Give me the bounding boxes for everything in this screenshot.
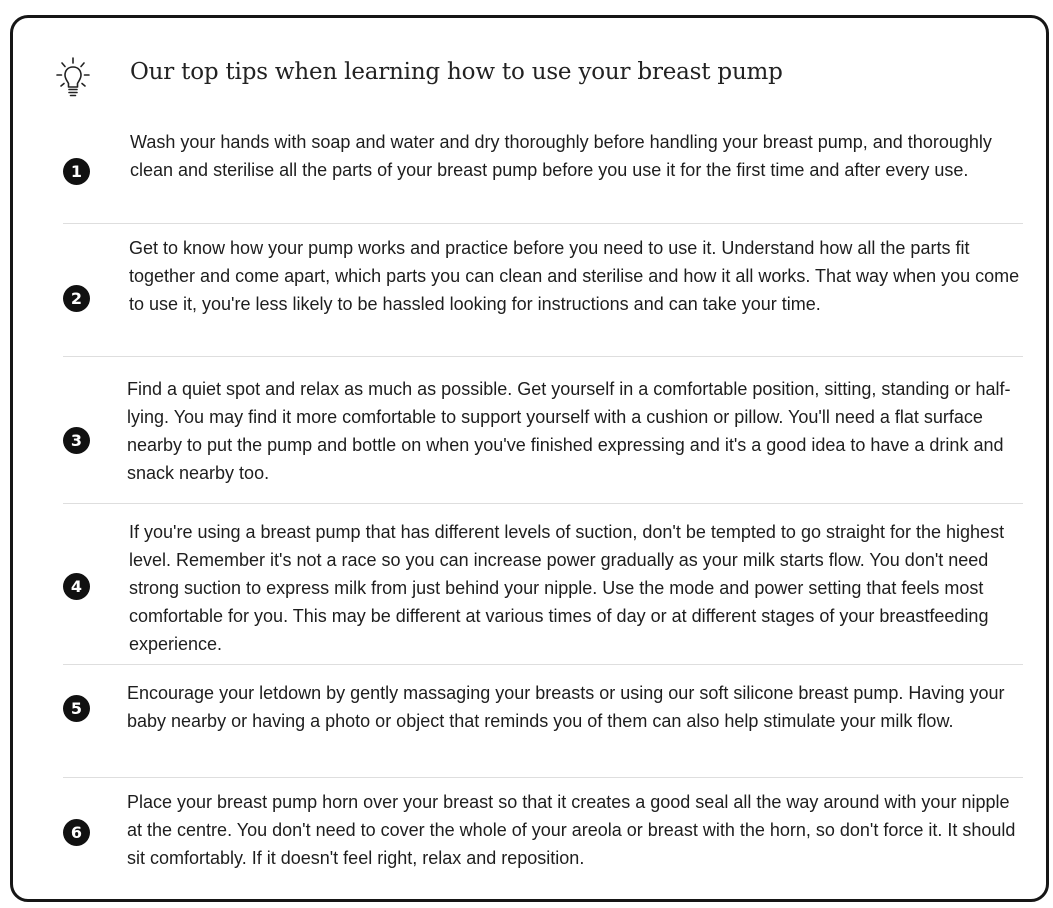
tip-number-badge: 2 xyxy=(63,285,90,312)
tip-number-badge: 6 xyxy=(63,819,90,846)
tip-number-badge: 1 xyxy=(63,158,90,185)
divider xyxy=(63,223,1023,224)
page-title: Our top tips when learning how to use your breast pump xyxy=(130,59,783,85)
divider xyxy=(63,664,1023,665)
tip-number-badge: 5 xyxy=(63,695,90,722)
divider xyxy=(63,356,1023,357)
tip-text: Place your breast pump horn over your breast so that it creates a good seal all the way around with your nipple at the centre. You don't need to cover the whole of your areola or breast with the horn, so don't force it. It should sit comfortably. If it doesn't feel right, relax and reposition. xyxy=(127,792,1016,868)
tip-text: If you're using a breast pump that has different levels of suction, don't be tempted to go straight for the highest level. Remember it's not a race so you can increase power gradually as your milk starts flow. You don't need strong suction to express milk from just behind your nipple. Use the mode and power setting that feels most comfortable for you. This may be different at various times of day or at different stages of your breastfeeding experience. xyxy=(129,522,1005,654)
tip-text: Get to know how your pump works and practice before you need to use it. Understand how all the parts fit together and come apart, which parts you can clean and sterilise and how it all works. That way when you come to use it, you're less likely to be hassled looking for instructions and can take your time. xyxy=(129,238,1020,314)
lightbulb-icon xyxy=(55,56,91,100)
card-header xyxy=(13,18,1046,128)
tip-text: Encourage your letdown by gently massaging your breasts or using our soft silicone breast pump. Having your baby nearby or having a photo or object that reminds you of them can also help stimulate your milk flow. xyxy=(127,683,1005,731)
tip-number-badge: 4 xyxy=(63,573,90,600)
tip-number-badge: 3 xyxy=(63,427,90,454)
tip-text: Wash your hands with soap and water and dry thoroughly before handling your breast pump, and thoroughly clean and sterilise all the parts of your breast pump before you use it for the first time and after every use. xyxy=(130,132,992,180)
tips-card xyxy=(10,15,1049,902)
divider xyxy=(63,503,1023,504)
tip-text: Find a quiet spot and relax as much as possible. Get yourself in a comfortable position, sitting, standing or half-lying. You may find it more comfortable to support yourself with a cushion or pillow. You'll need a flat surface nearby to put the pump and bottle on when you've finished expressing and it's a good idea to have a drink and snack nearby too. xyxy=(127,379,1011,483)
divider xyxy=(63,777,1023,778)
